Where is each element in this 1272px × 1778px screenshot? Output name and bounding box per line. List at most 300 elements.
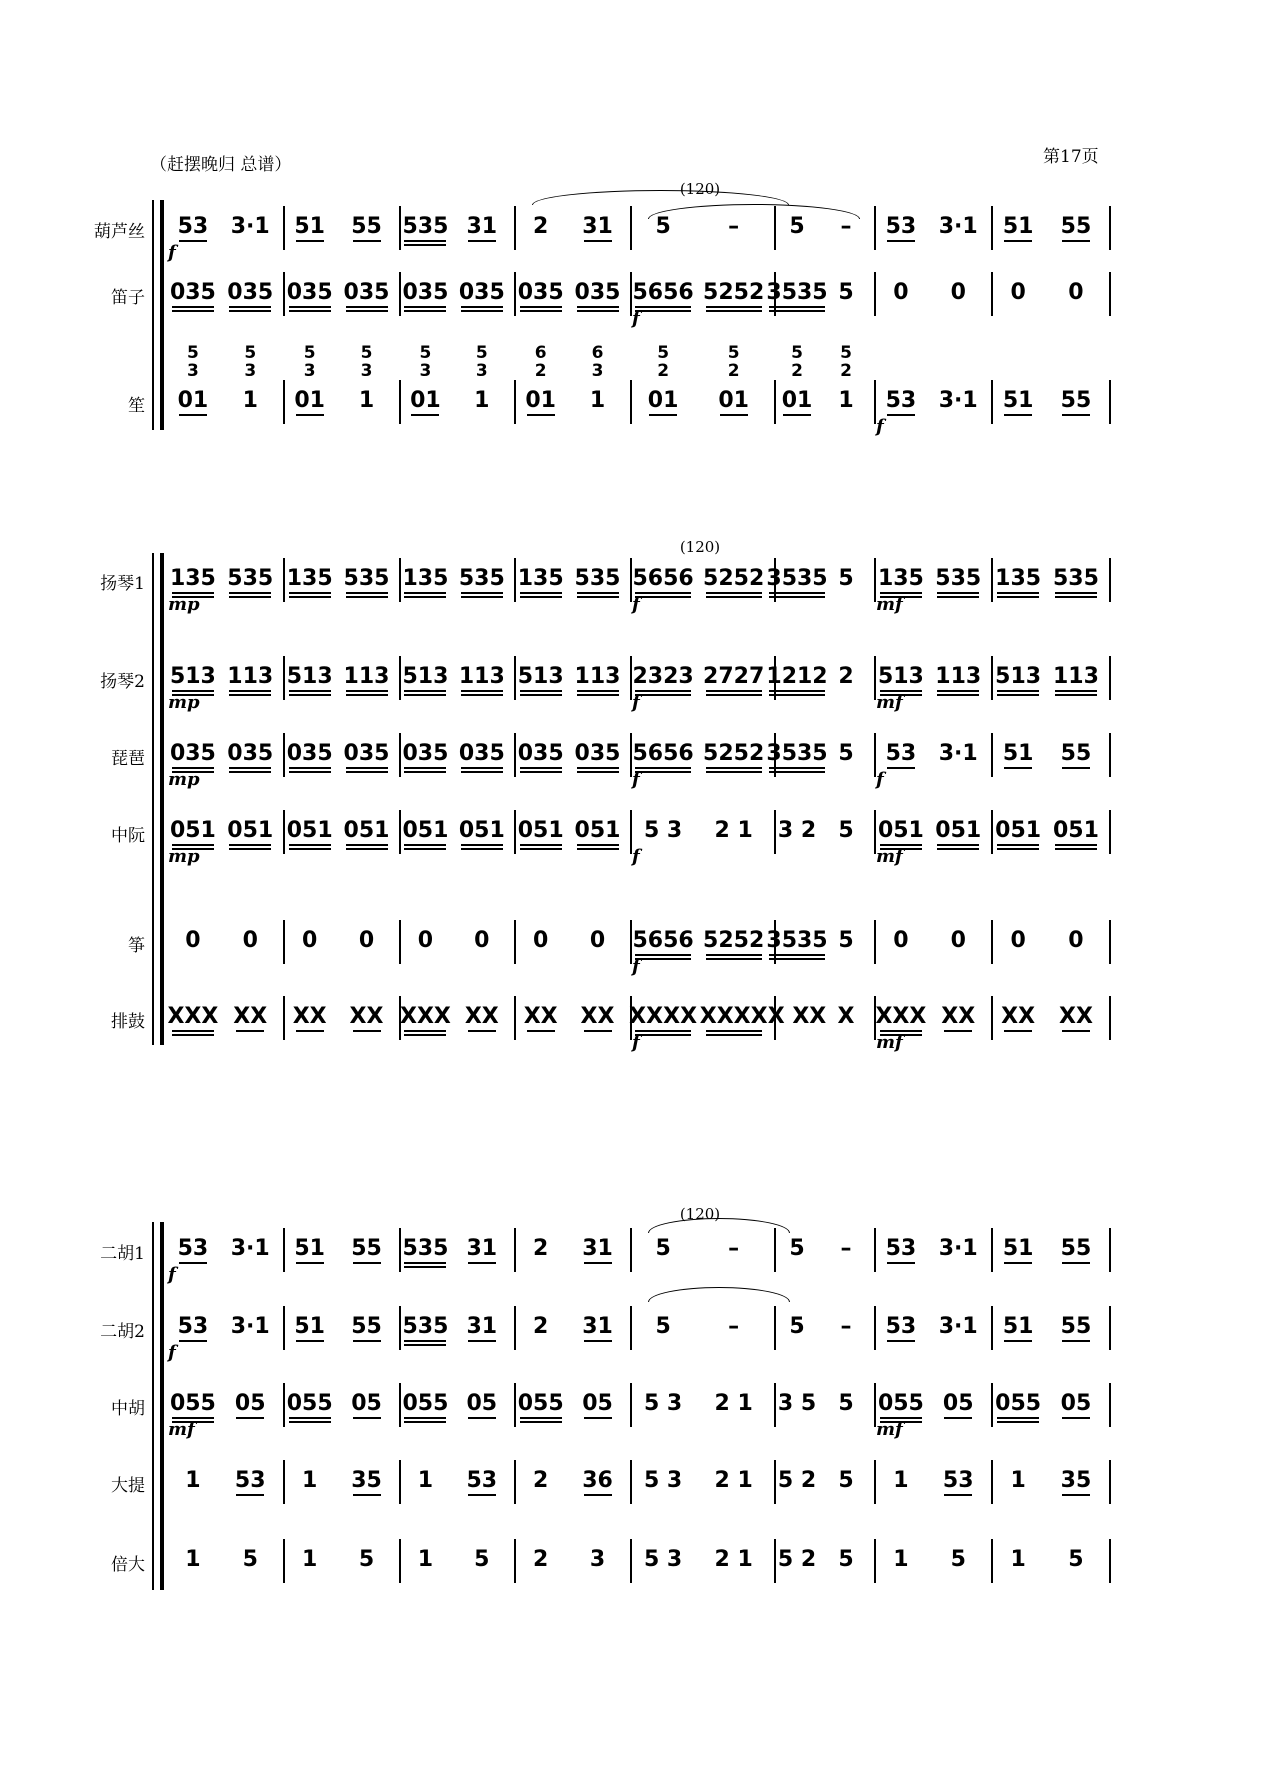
beam-line <box>461 306 503 308</box>
chord-note: 3 <box>475 361 488 381</box>
note-group: 31 <box>466 214 498 239</box>
beam-line <box>997 596 1039 598</box>
beam-line <box>706 1030 762 1032</box>
beam-line <box>1055 848 1097 850</box>
barline <box>283 1228 285 1272</box>
beam-line <box>404 844 446 846</box>
note-group: 1 <box>589 388 606 413</box>
dynamic-f: f <box>876 769 884 790</box>
beam-line <box>720 414 748 416</box>
beam-line <box>635 592 691 594</box>
note-group: 113 <box>935 664 982 689</box>
note-group: 051 <box>935 818 982 843</box>
beam-line <box>1004 1340 1032 1342</box>
barline <box>514 920 516 964</box>
note-group: 051 <box>169 818 216 843</box>
chord-note: 5 <box>475 343 488 363</box>
beam-line <box>937 694 979 696</box>
note-group: 113 <box>458 664 505 689</box>
barline <box>1109 920 1111 964</box>
note-group: 5 2 <box>777 1547 817 1572</box>
beam-line <box>1055 690 1097 692</box>
note-group: 3·1 <box>938 1236 978 1261</box>
beam-line <box>353 1262 381 1264</box>
beam-line <box>783 414 811 416</box>
note-group: 53 <box>885 741 917 766</box>
beam-line <box>577 596 619 598</box>
note-group: 5 <box>838 1547 854 1572</box>
beam-line <box>769 306 825 308</box>
barline <box>991 733 993 777</box>
instrument-name: 中阮 <box>111 826 145 846</box>
barline <box>399 656 401 700</box>
note-group: 035 <box>458 280 505 305</box>
note-group: XX <box>523 1004 558 1029</box>
dynamic-f: f <box>876 416 884 437</box>
beam-line <box>229 848 271 850</box>
note-group: 01 <box>410 388 441 413</box>
note-group: 1 <box>1010 1468 1026 1493</box>
note-group: 05 <box>466 1391 498 1416</box>
barline <box>514 1539 516 1583</box>
note-group: 113 <box>1052 664 1099 689</box>
note-group: 1 <box>1010 1547 1026 1572</box>
note-group: 51 <box>294 214 325 239</box>
beam-line <box>887 1340 915 1342</box>
beam-line <box>635 690 691 692</box>
beam-line <box>520 306 562 308</box>
beam-line <box>635 306 691 308</box>
note-group: 135 <box>995 566 1042 591</box>
note-group: 035 <box>402 741 449 766</box>
beam-line <box>937 690 979 692</box>
note-group: 051 <box>458 818 505 843</box>
beam-line <box>769 958 825 960</box>
beam-line <box>706 690 762 692</box>
instrument-name: 中胡 <box>111 1399 145 1419</box>
note-group: 035 <box>343 741 390 766</box>
beam-line <box>404 1034 446 1036</box>
note-group: 31 <box>582 214 613 239</box>
beam-line <box>635 596 691 598</box>
beam-line <box>229 310 271 312</box>
note-group: – <box>840 1236 852 1261</box>
beam-line <box>635 771 691 773</box>
note-group: 51 <box>294 1236 325 1261</box>
beam-line <box>577 844 619 846</box>
note-group: 5 <box>1068 1547 1084 1572</box>
beam-line <box>1062 1030 1090 1032</box>
chord-stack <box>187 344 199 380</box>
beam-line <box>1004 240 1032 242</box>
chord-note: 3 <box>303 361 316 381</box>
beam-line <box>937 596 979 598</box>
beam-line <box>461 310 503 312</box>
barline <box>774 1228 776 1272</box>
beam-line <box>1062 1417 1090 1419</box>
barline <box>1109 206 1111 250</box>
beam-line <box>769 694 825 696</box>
note-group: 3·1 <box>230 214 270 239</box>
note-group: 535 <box>402 1314 449 1339</box>
note-group: 1 <box>893 1547 909 1572</box>
barline <box>514 733 516 777</box>
beam-line <box>461 844 503 846</box>
beam-line <box>706 310 762 312</box>
chord-note: 5 <box>186 343 199 363</box>
note-group: 5 3 <box>643 1547 683 1572</box>
note-group: 1 <box>417 1468 434 1493</box>
barline <box>991 272 993 316</box>
note-group: 0 <box>242 928 258 953</box>
note-group: 0 <box>1068 280 1084 305</box>
barline <box>283 558 285 602</box>
note-group: XXXX <box>629 1004 698 1029</box>
slur <box>532 190 789 205</box>
beam-line <box>404 1030 446 1032</box>
barline <box>991 558 993 602</box>
beam-line <box>706 592 762 594</box>
chord-note: 2 <box>791 361 803 381</box>
note-group: 035 <box>343 280 390 305</box>
note-group: 5 <box>838 741 854 766</box>
barline <box>991 1383 993 1427</box>
note-group: 0 <box>474 928 490 953</box>
note-group: 55 <box>351 1314 382 1339</box>
system-brace <box>152 200 154 430</box>
barline <box>991 1306 993 1350</box>
note-group: 1 <box>474 388 490 413</box>
beam-line <box>461 848 503 850</box>
beam-line <box>527 1030 555 1032</box>
barline <box>991 206 993 250</box>
beam-line <box>635 1034 691 1036</box>
note-group: 5 3 <box>643 1391 683 1416</box>
beam-line <box>1004 1262 1032 1264</box>
beam-line <box>577 592 619 594</box>
beam-line <box>1062 240 1090 242</box>
score-title: （赶摆晚归 总谱） <box>150 155 292 175</box>
barline <box>630 1460 632 1504</box>
barline <box>874 272 876 316</box>
note-group: 2 <box>533 214 549 239</box>
note-group: 3535 <box>766 280 828 305</box>
barline <box>283 1306 285 1350</box>
note-group: XX <box>292 1004 327 1029</box>
note-group: 2 1 <box>714 818 753 843</box>
beam-line <box>296 1030 324 1032</box>
note-group: 53 <box>885 1236 917 1261</box>
beam-line <box>404 240 446 242</box>
dynamic-mf: mf <box>876 692 903 713</box>
barline <box>399 1539 401 1583</box>
barline <box>991 1228 993 1272</box>
chord-note: 5 <box>303 343 316 363</box>
beam-line <box>296 1340 324 1342</box>
note-group: 513 <box>995 664 1042 689</box>
note-group: 5 <box>838 928 854 953</box>
beam-line <box>577 771 619 773</box>
barline <box>283 1383 285 1427</box>
dynamic-mp: mp <box>168 692 200 713</box>
beam-line <box>527 414 555 416</box>
note-group: 53 <box>177 1236 209 1261</box>
beam-line <box>520 694 562 696</box>
beam-line <box>404 596 446 598</box>
note-group: 535 <box>343 566 390 591</box>
note-group: 5 <box>242 1547 258 1572</box>
system-brace <box>152 553 154 1045</box>
chord-stack <box>420 344 432 380</box>
chord-stack <box>657 344 669 380</box>
note-group: 0 <box>1010 928 1026 953</box>
barline <box>991 380 993 424</box>
beam-line <box>404 592 446 594</box>
beam-line <box>179 1340 207 1342</box>
beam-line <box>289 690 331 692</box>
beam-line <box>944 1494 972 1496</box>
barline <box>283 733 285 777</box>
beam-line <box>461 690 503 692</box>
beam-line <box>346 306 388 308</box>
beam-line <box>404 1344 446 1346</box>
barline <box>991 810 993 854</box>
instrument-name: 笙 <box>128 396 145 416</box>
note-group: 0 <box>1010 280 1026 305</box>
instrument-name: 扬琴2 <box>100 672 145 692</box>
note-group: 5 <box>655 1236 671 1261</box>
page-number: 第17页 <box>1043 147 1099 167</box>
beam-line <box>468 1494 496 1496</box>
note-group: 055 <box>169 1391 216 1416</box>
beam-line <box>635 958 691 960</box>
beam-line <box>461 592 503 594</box>
beam-line <box>520 690 562 692</box>
beam-line <box>635 1030 691 1032</box>
note-group: 3·1 <box>938 214 978 239</box>
note-group: 0 <box>358 928 375 953</box>
note-group: 55 <box>351 214 382 239</box>
note-group: XX <box>580 1004 615 1029</box>
barline <box>283 810 285 854</box>
note-group: 5 3 <box>643 1468 683 1493</box>
note-group: 051 <box>402 818 449 843</box>
beam-line <box>584 1494 612 1496</box>
barline <box>1109 272 1111 316</box>
note-group: 51 <box>1002 388 1034 413</box>
note-group: 01 <box>718 388 749 413</box>
note-group: 5 <box>358 1547 375 1572</box>
note-group: 035 <box>286 280 333 305</box>
note-group: 2727 <box>703 664 765 689</box>
chord-note: 5 <box>657 343 670 363</box>
note-group: 2 <box>533 1236 549 1261</box>
beam-line <box>944 1030 972 1032</box>
beam-line <box>577 310 619 312</box>
note-group: 3535 <box>766 928 828 953</box>
note-group: 2 1 <box>714 1547 753 1572</box>
note-group: 51 <box>1002 214 1034 239</box>
note-group: 5 <box>789 1314 805 1339</box>
beam-line <box>706 596 762 598</box>
chord-stack <box>476 344 488 380</box>
barline <box>991 1460 993 1504</box>
barline <box>283 656 285 700</box>
beam-line <box>769 592 825 594</box>
beam-line <box>353 240 381 242</box>
note-group: 05 <box>1060 1391 1092 1416</box>
chord-note: 2 <box>534 361 547 381</box>
note-group: 53 <box>177 214 209 239</box>
note-group: 035 <box>517 280 564 305</box>
note-group: 035 <box>458 741 505 766</box>
note-group: 535 <box>574 566 621 591</box>
instrument-name: 大提 <box>111 1476 145 1496</box>
note-group: 513 <box>169 664 216 689</box>
beam-line <box>1055 592 1097 594</box>
beam-line <box>584 1340 612 1342</box>
note-group: 1 <box>185 1468 201 1493</box>
barline <box>283 380 285 424</box>
beam-line <box>404 244 446 246</box>
beam-line <box>346 596 388 598</box>
note-group: 513 <box>286 664 333 689</box>
beam-line <box>353 1030 381 1032</box>
beam-line <box>461 596 503 598</box>
barline <box>991 1539 993 1583</box>
note-group: 51 <box>294 1314 325 1339</box>
beam-line <box>577 690 619 692</box>
beam-line <box>289 1417 331 1419</box>
beam-line <box>229 596 271 598</box>
note-group: 31 <box>466 1236 498 1261</box>
note-group: 5 <box>655 214 671 239</box>
note-group: 01 <box>781 388 813 413</box>
chord-stack <box>592 344 604 380</box>
beam-line <box>289 592 331 594</box>
beam-line <box>584 1417 612 1419</box>
beam-line <box>404 848 446 850</box>
barline <box>399 558 401 602</box>
note-group: 53 <box>234 1468 266 1493</box>
chord-note: 3 <box>186 361 199 381</box>
note-group: 3·1 <box>230 1236 270 1261</box>
note-group: 0 <box>185 928 201 953</box>
chord-stack <box>304 344 316 380</box>
dynamic-mp: mp <box>168 846 200 867</box>
note-group: 135 <box>517 566 564 591</box>
barline <box>399 272 401 316</box>
barline <box>1109 810 1111 854</box>
note-group: 113 <box>227 664 274 689</box>
beam-line <box>353 1340 381 1342</box>
beam-line <box>296 1262 324 1264</box>
chord-note: 5 <box>727 343 740 363</box>
instrument-name: 二胡1 <box>100 1244 145 1264</box>
instrument-name: 扬琴1 <box>100 574 145 594</box>
beam-line <box>769 690 825 692</box>
note-group: 55 <box>351 1236 382 1261</box>
beam-line <box>179 414 207 416</box>
note-group: 05 <box>351 1391 382 1416</box>
barline <box>514 558 516 602</box>
beam-line <box>706 954 762 956</box>
barline <box>1109 380 1111 424</box>
note-group: 035 <box>169 280 216 305</box>
beam-line <box>649 414 677 416</box>
beam-line <box>577 767 619 769</box>
beam-line <box>1062 414 1090 416</box>
beam-line <box>468 1340 496 1342</box>
note-group: 5656 <box>632 928 694 953</box>
note-group: 53 <box>885 214 917 239</box>
note-group: 535 <box>1052 566 1099 591</box>
note-group: 535 <box>935 566 982 591</box>
beam-line <box>404 1266 446 1268</box>
barline <box>1109 1460 1111 1504</box>
beam-line <box>635 954 691 956</box>
note-group: 53 <box>942 1468 974 1493</box>
tempo-mark: (120) <box>679 180 721 198</box>
barline <box>1109 733 1111 777</box>
note-group: 0 <box>1068 928 1084 953</box>
note-group: 01 <box>294 388 325 413</box>
note-group: 35 <box>1060 1468 1092 1493</box>
note-group: 05 <box>942 1391 974 1416</box>
beam-line <box>1062 1340 1090 1342</box>
beam-line <box>236 1494 264 1496</box>
beam-line <box>461 771 503 773</box>
beam-line <box>404 767 446 769</box>
note-group: 513 <box>402 664 449 689</box>
barline <box>774 1460 776 1504</box>
note-group: XX <box>233 1004 268 1029</box>
note-group: 3·1 <box>938 1314 978 1339</box>
barline <box>399 380 401 424</box>
note-group: 5 2 <box>777 1468 817 1493</box>
beam-line <box>769 596 825 598</box>
note-group: 1 <box>358 388 375 413</box>
note-group: X XX <box>767 1004 827 1029</box>
barline <box>514 206 516 250</box>
note-group: 035 <box>286 741 333 766</box>
beam-line <box>404 1340 446 1342</box>
barline <box>630 380 632 424</box>
beam-line <box>520 1417 562 1419</box>
note-group: 2 <box>533 1314 549 1339</box>
note-group: 36 <box>582 1468 613 1493</box>
beam-line <box>706 1034 762 1036</box>
barline <box>514 1383 516 1427</box>
beam-line <box>296 414 324 416</box>
beam-line <box>404 771 446 773</box>
note-group: 2323 <box>632 664 694 689</box>
beam-line <box>296 240 324 242</box>
note-group: 05 <box>582 1391 613 1416</box>
beam-line <box>468 240 496 242</box>
note-group: 2 <box>838 664 854 689</box>
note-group: 135 <box>286 566 333 591</box>
note-group: 035 <box>169 741 216 766</box>
note-group: XXX <box>399 1004 451 1029</box>
chord-note: 3 <box>419 361 432 381</box>
barline <box>874 206 876 250</box>
beam-line <box>1062 1262 1090 1264</box>
chord-stack <box>361 344 373 380</box>
beam-line <box>461 694 503 696</box>
barline <box>1109 1383 1111 1427</box>
barline <box>514 1306 516 1350</box>
